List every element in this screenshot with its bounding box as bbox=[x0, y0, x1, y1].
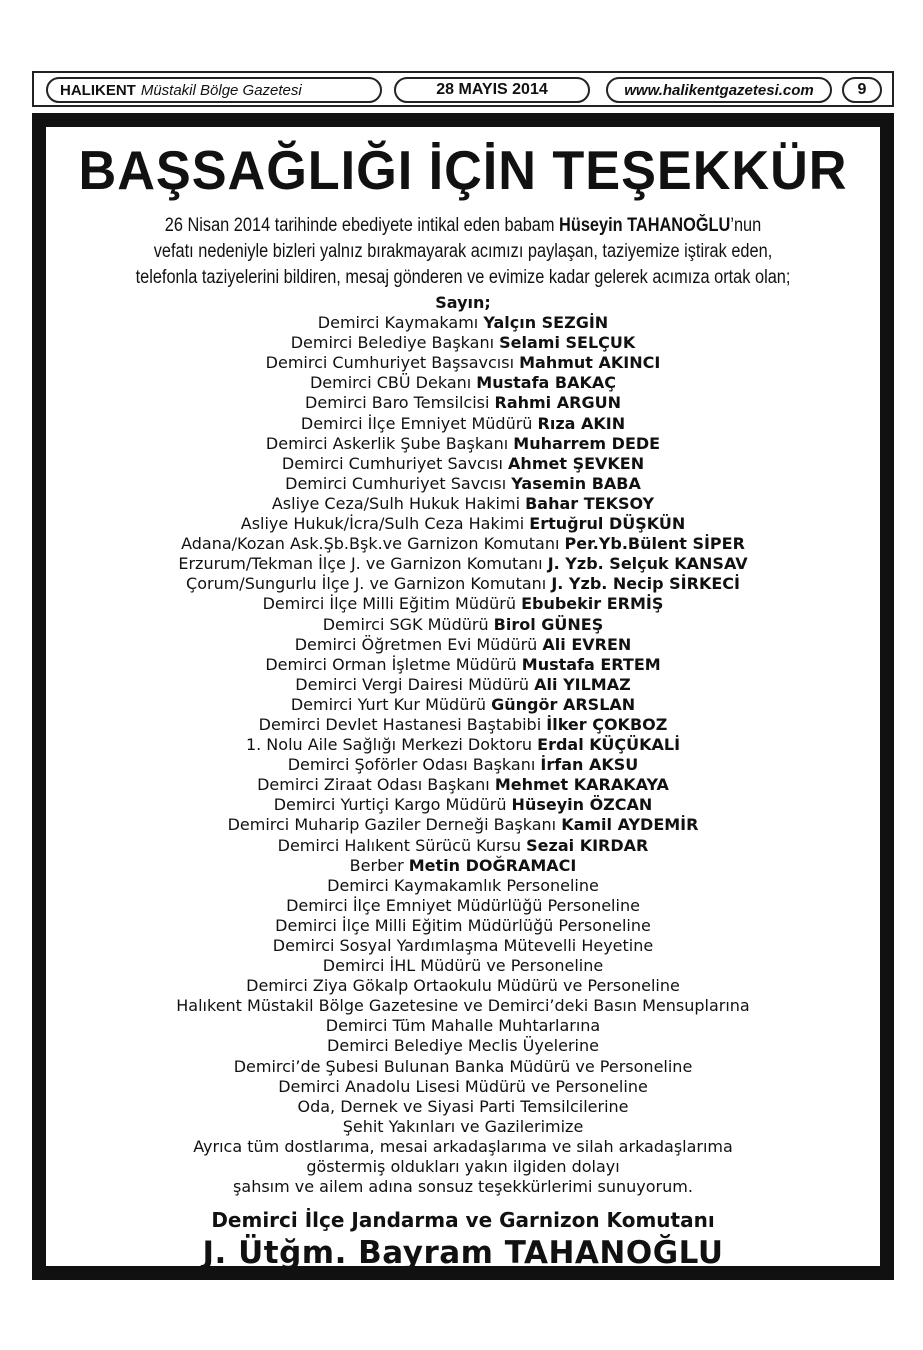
list-item-name: Per.Yb.Bülent SİPER bbox=[564, 534, 745, 554]
list-item-text: Demirci Tüm Mahalle Muhtarlarına bbox=[325, 1016, 601, 1036]
list-item-name: Mustafa BAKAÇ bbox=[476, 373, 617, 393]
list-item-text: Demirci Orman İşletme Müdürü bbox=[265, 654, 522, 674]
list-item bbox=[46, 353, 880, 373]
list-item-text: Asliye Hukuk/İcra/Sulh Ceza Hakimi bbox=[240, 514, 530, 534]
list-item bbox=[46, 615, 880, 635]
list-item bbox=[46, 514, 880, 534]
list-item-text: Erzurum/Tekman İlçe J. ve Garnizon Komutanı bbox=[178, 554, 548, 574]
list-item-text: Asliye Ceza/Sulh Hukuk Hakimi bbox=[271, 493, 526, 513]
list-item-text: Adana/Kozan Ask.Şb.Bşk.ve Garnizon Komutanı bbox=[181, 534, 565, 554]
list-item bbox=[46, 1077, 880, 1097]
list-item-text: Ayrıca tüm dostlarıma, mesai arkadaşlarıma ve silah arkadaşlarıma bbox=[193, 1136, 733, 1156]
list-item bbox=[46, 1097, 880, 1117]
list-item-text: Berber bbox=[349, 855, 409, 875]
list-item-text: Oda, Dernek ve Siyasi Parti Temsilcilerine bbox=[297, 1096, 629, 1116]
list-item bbox=[46, 735, 880, 755]
list-item-text: Demirci Cumhuriyet Savcısı bbox=[285, 473, 512, 493]
list-item-name: Güngör ARSLAN bbox=[491, 694, 636, 714]
list-item-text: Demirci İlçe Milli Eğitim Müdürlüğü Personeline bbox=[275, 915, 651, 935]
list-item bbox=[46, 635, 880, 655]
list-item bbox=[46, 393, 880, 413]
list-item bbox=[46, 956, 880, 976]
list-item-text: göstermiş oldukları yakın ilgiden dolayı bbox=[306, 1157, 620, 1177]
list-item bbox=[46, 534, 880, 554]
list-item-text: Demirci Anadolu Lisesi Müdürü ve Personeline bbox=[278, 1076, 648, 1096]
list-item-text: Demirci Cumhuriyet Başsavcısı bbox=[265, 353, 520, 373]
list-item-text: Demirci Sosyal Yardımlaşma Mütevelli Heyetine bbox=[272, 936, 654, 955]
list-item-name: Mustafa ERTEM bbox=[521, 654, 661, 674]
list-item-name: Yasemin BABA bbox=[511, 473, 641, 493]
list-item-text: Demirci Yurtiçi Kargo Müdürü bbox=[273, 795, 512, 815]
list-item bbox=[46, 836, 880, 856]
list-item-text: Demirci Halıkent Sürücü Kursu bbox=[277, 835, 527, 855]
deceased-name: Hüseyin TAHANOĞLU bbox=[559, 215, 731, 236]
list-item bbox=[46, 1016, 880, 1036]
list-item bbox=[46, 1117, 880, 1137]
list-item-name: Sezai KIRDAR bbox=[526, 835, 649, 855]
list-item bbox=[46, 755, 880, 775]
list-item-text: Demirci Cumhuriyet Savcısı bbox=[281, 453, 509, 473]
list-item-text: Demirci CBÜ Dekanı bbox=[309, 373, 477, 393]
newspaper-subtitle: Müstakil Bölge Gazetesi bbox=[140, 81, 302, 99]
list-item-name: Birol GÜNEŞ bbox=[493, 614, 604, 634]
list-item-name: J. Yzb. Selçuk KANSAV bbox=[547, 554, 748, 574]
list-item-text: Şehit Yakınları ve Gazilerimize bbox=[342, 1116, 584, 1136]
list-item-name: Rahmi ARGUN bbox=[494, 393, 621, 413]
list-item bbox=[46, 594, 880, 614]
list-item-name: J. Yzb. Necip SİRKECİ bbox=[551, 574, 740, 594]
thanks-list bbox=[46, 293, 880, 1197]
list-item-name: Selami SELÇUK bbox=[499, 333, 636, 353]
list-item bbox=[46, 574, 880, 594]
list-item-text: Demirci İlçe Emniyet Müdürlüğü Personeline bbox=[286, 895, 640, 915]
list-item-text: Demirci İlçe Emniyet Müdürü bbox=[300, 413, 538, 433]
condolence-ad-frame bbox=[32, 113, 894, 1280]
salutation bbox=[46, 293, 880, 313]
list-item-text: Demirci Kaymakamı bbox=[317, 313, 484, 333]
page-number: 9 bbox=[842, 77, 882, 103]
list-item bbox=[46, 996, 880, 1016]
list-item bbox=[46, 1036, 880, 1056]
intro-line-3: telefonla taziyelerini bildiren, mesaj gönderen ve evimize kadar gelerek acımıza ortak olan; bbox=[135, 267, 791, 288]
list-item-text: Demirci İHL Müdürü ve Personeline bbox=[322, 956, 604, 976]
list-item-name: Mahmut AKINCI bbox=[519, 353, 661, 373]
signature-name: J. Ütğm. Bayram TAHANOĞLU bbox=[202, 1235, 724, 1271]
newspaper-header-bar bbox=[32, 71, 894, 107]
ad-intro bbox=[46, 213, 880, 291]
list-item bbox=[46, 1057, 880, 1077]
list-item bbox=[46, 896, 880, 916]
condolence-ad-body bbox=[46, 127, 880, 1271]
list-item bbox=[46, 936, 880, 956]
list-item bbox=[46, 1137, 880, 1157]
list-item bbox=[46, 554, 880, 574]
ad-title: BAŞSAĞLIĞI İÇİN TEŞEKKÜR bbox=[78, 139, 848, 201]
list-item bbox=[46, 1177, 880, 1197]
list-item-name: Bahar TEKSOY bbox=[525, 493, 655, 513]
list-item-text: Demirci’de Şubesi Bulunan Banka Müdürü ve Personeline bbox=[233, 1056, 693, 1076]
list-item-name: Muharrem DEDE bbox=[513, 433, 661, 453]
list-item-text: Demirci Kaymakamlık Personeline bbox=[327, 875, 599, 895]
list-item bbox=[46, 313, 880, 333]
salutation-text: Sayın; bbox=[435, 293, 491, 312]
list-item-name: Mehmet KARAKAYA bbox=[494, 775, 669, 795]
list-item bbox=[46, 434, 880, 454]
list-item-text: Çorum/Sungurlu İlçe J. ve Garnizon Komutanı bbox=[186, 574, 552, 594]
list-item-text: Demirci Şoförler Odası Başkanı bbox=[287, 755, 541, 775]
list-item-name: Ali EVREN bbox=[542, 634, 632, 654]
list-item-text: Demirci Vergi Dairesi Müdürü bbox=[295, 674, 535, 694]
list-item bbox=[46, 715, 880, 735]
list-item bbox=[46, 675, 880, 695]
list-item bbox=[46, 414, 880, 434]
list-item-text: Demirci Yurt Kur Müdürü bbox=[290, 694, 492, 714]
intro-suffix: ’nun bbox=[730, 215, 762, 236]
list-item-name: Ahmet ŞEVKEN bbox=[508, 453, 645, 473]
list-item-name: İlker ÇOKBOZ bbox=[546, 714, 668, 734]
list-item-text: Demirci SGK Müdürü bbox=[322, 614, 494, 634]
list-item-name: Metin DOĞRAMACI bbox=[408, 855, 577, 875]
list-item bbox=[46, 494, 880, 514]
list-item-text: 1. Nolu Aile Sağlığı Merkezi Doktoru bbox=[245, 735, 538, 755]
list-item-text: Demirci Ziraat Odası Başkanı bbox=[257, 775, 495, 795]
list-item-text: Demirci Belediye Meclis Üyelerine bbox=[327, 1036, 599, 1056]
list-item-text: Demirci Askerlik Şube Başkanı bbox=[265, 433, 514, 453]
list-item bbox=[46, 373, 880, 393]
intro-line-1 bbox=[104, 213, 821, 239]
list-item-text: şahsım ve ailem adına sonsuz teşekkürlerimi sunuyorum. bbox=[233, 1177, 693, 1197]
list-item-name: Hüseyin ÖZCAN bbox=[511, 795, 653, 815]
list-item-name: Ertuğrul DÜŞKÜN bbox=[529, 514, 686, 534]
list-item-name: Erdal KÜÇÜKALİ bbox=[537, 735, 681, 755]
list-item-name: Ebubekir ERMİŞ bbox=[521, 594, 664, 614]
list-item bbox=[46, 655, 880, 675]
intro-text: 26 Nisan 2014 tarihinde ebediyete intikal eden babam bbox=[164, 215, 560, 236]
list-item bbox=[46, 695, 880, 715]
list-item-text: Demirci İlçe Milli Eğitim Müdürü bbox=[262, 594, 522, 614]
issue-date: 28 MAYIS 2014 bbox=[394, 77, 590, 103]
list-item bbox=[46, 1157, 880, 1177]
list-item-text: Demirci Ziya Gökalp Ortaokulu Müdürü ve Personeline bbox=[246, 976, 680, 996]
list-item bbox=[46, 976, 880, 996]
list-item bbox=[46, 333, 880, 353]
list-item bbox=[46, 474, 880, 494]
list-item-name: İrfan AKSU bbox=[540, 755, 639, 775]
list-item bbox=[46, 856, 880, 876]
newspaper-name: HALIKENT bbox=[60, 81, 136, 99]
list-item bbox=[46, 795, 880, 815]
list-item-name: Ali YILMAZ bbox=[534, 674, 631, 694]
signature-title: Demirci İlçe Jandarma ve Garnizon Komutanı bbox=[211, 1208, 715, 1232]
list-item-name: Rıza AKIN bbox=[537, 413, 626, 433]
newspaper-name-pill bbox=[46, 77, 382, 103]
list-item-text: Demirci Devlet Hastanesi Baştabibi bbox=[258, 714, 547, 734]
website-link[interactable]: www.halikentgazetesi.com bbox=[606, 77, 832, 103]
list-item-text: Demirci Belediye Başkanı bbox=[290, 333, 500, 353]
list-item-name: Kamil AYDEMİR bbox=[561, 815, 699, 835]
list-item-name: Yalçın SEZGİN bbox=[483, 313, 609, 333]
list-item bbox=[46, 454, 880, 474]
list-item bbox=[46, 815, 880, 835]
intro-line-2: vefatı nedeniyle bizleri yalnız bırakmayarak acımızı paylaşan, taziyemize iştirak eden, bbox=[153, 241, 773, 262]
list-item-text: Halıkent Müstakil Bölge Gazetesine ve Demirci’deki Basın Mensuplarına bbox=[176, 996, 750, 1016]
list-item-text: Demirci Baro Temsilcisi bbox=[305, 393, 495, 413]
list-item bbox=[46, 775, 880, 795]
list-item bbox=[46, 916, 880, 936]
list-item-text: Demirci Öğretmen Evi Müdürü bbox=[294, 634, 543, 654]
list-item bbox=[46, 876, 880, 896]
list-item-text: Demirci Muharip Gaziler Derneği Başkanı bbox=[227, 815, 562, 835]
